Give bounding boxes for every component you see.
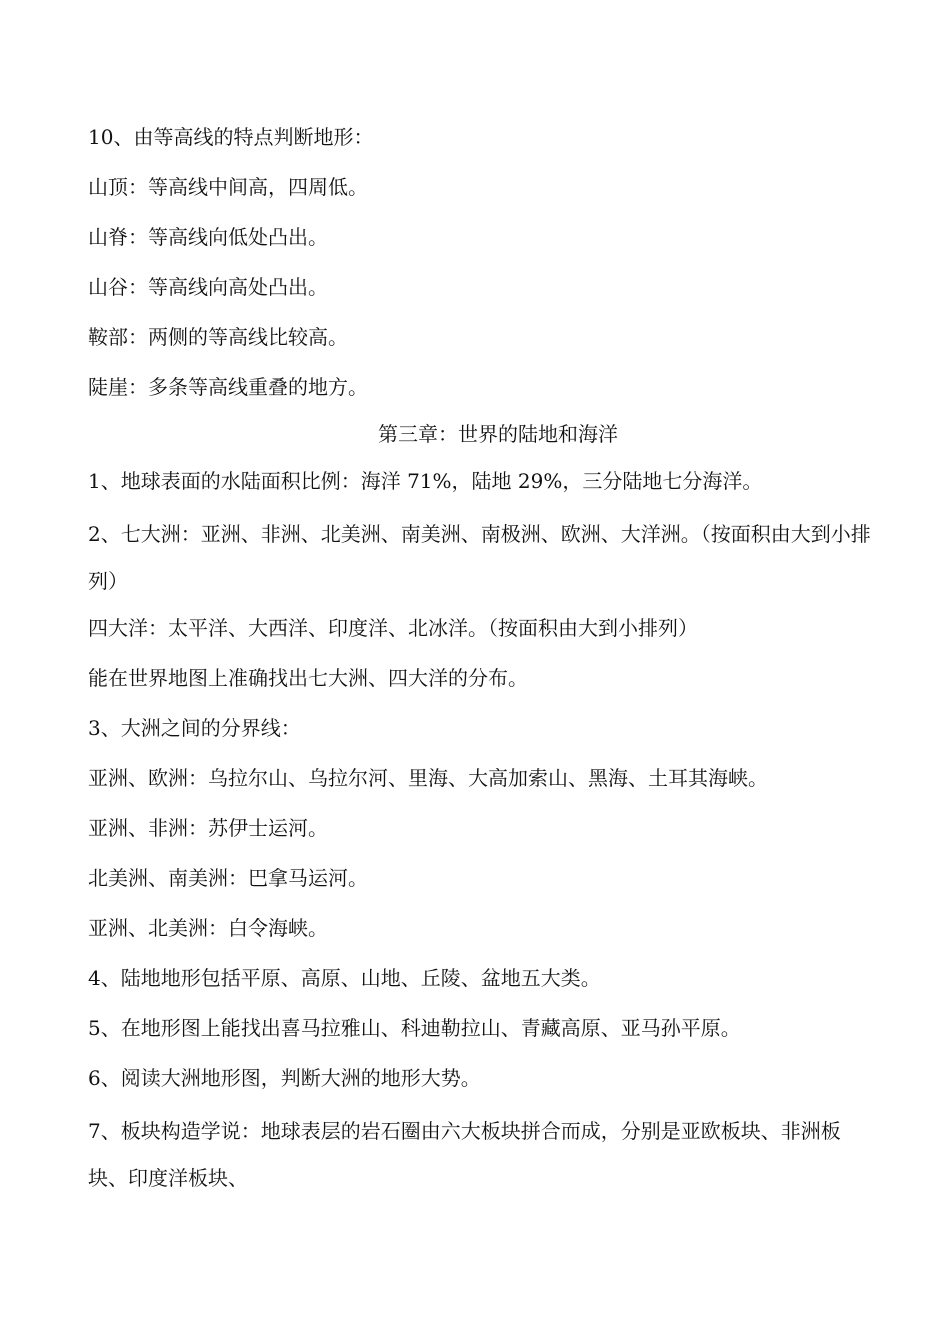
landform-valley: 山谷：等高线向高处凸出。: [88, 275, 328, 299]
item-6: 6、阅读大洲地形图，判断大洲的地形大势。: [88, 1066, 481, 1090]
item-2: 2、七大洲：亚洲、非洲、北美洲、南美洲、南极洲、欧洲、大洋洲。（按面积由大到小排列）: [88, 522, 871, 593]
item-3-title: 3、大洲之间的分界线：: [88, 716, 301, 740]
boundary-asia-north-america: 亚洲、北美洲：白令海峡。: [88, 916, 328, 940]
landform-saddle: 鞍部：两侧的等高线比较高。: [88, 325, 348, 349]
four-oceans: 四大洋：太平洋、大西洋、印度洋、北冰洋。（按面积由大到小排列）: [88, 616, 698, 640]
item-5: 5、在地形图上能找出喜马拉雅山、科迪勒拉山、青藏高原、亚马孙平原。: [88, 1016, 741, 1040]
boundary-asia-europe: 亚洲、欧洲：乌拉尔山、乌拉尔河、里海、大高加索山、黑海、土耳其海峡。: [88, 766, 768, 790]
item-7: 7、板块构造学说：地球表层的岩石圈由六大板块拼合而成，分别是亚欧板块、非洲板块、印度洋板块、: [88, 1119, 841, 1190]
boundary-americas: 北美洲、南美洲：巴拿马运河。: [88, 866, 368, 890]
map-locate-note: 能在世界地图上准确找出七大洲、四大洋的分布。: [88, 666, 528, 690]
item-10-title: 10、由等高线的特点判断地形：: [88, 125, 374, 149]
chapter-heading: 第三章：世界的陆地和海洋: [378, 422, 618, 446]
landform-ridge: 山脊：等高线向低处凸出。: [88, 225, 328, 249]
landform-summit: 山顶：等高线中间高，四周低。: [88, 175, 368, 199]
landform-cliff: 陡崖：多条等高线重叠的地方。: [88, 375, 368, 399]
item-4: 4、陆地地形包括平原、高原、山地、丘陵、盆地五大类。: [88, 966, 601, 990]
document-body: [88, 117, 878, 1205]
boundary-asia-africa: 亚洲、非洲：苏伊士运河。: [88, 816, 328, 840]
item-1: 1、地球表面的水陆面积比例：海洋 71%，陆地 29%，三分陆地七分海洋。: [88, 469, 763, 493]
